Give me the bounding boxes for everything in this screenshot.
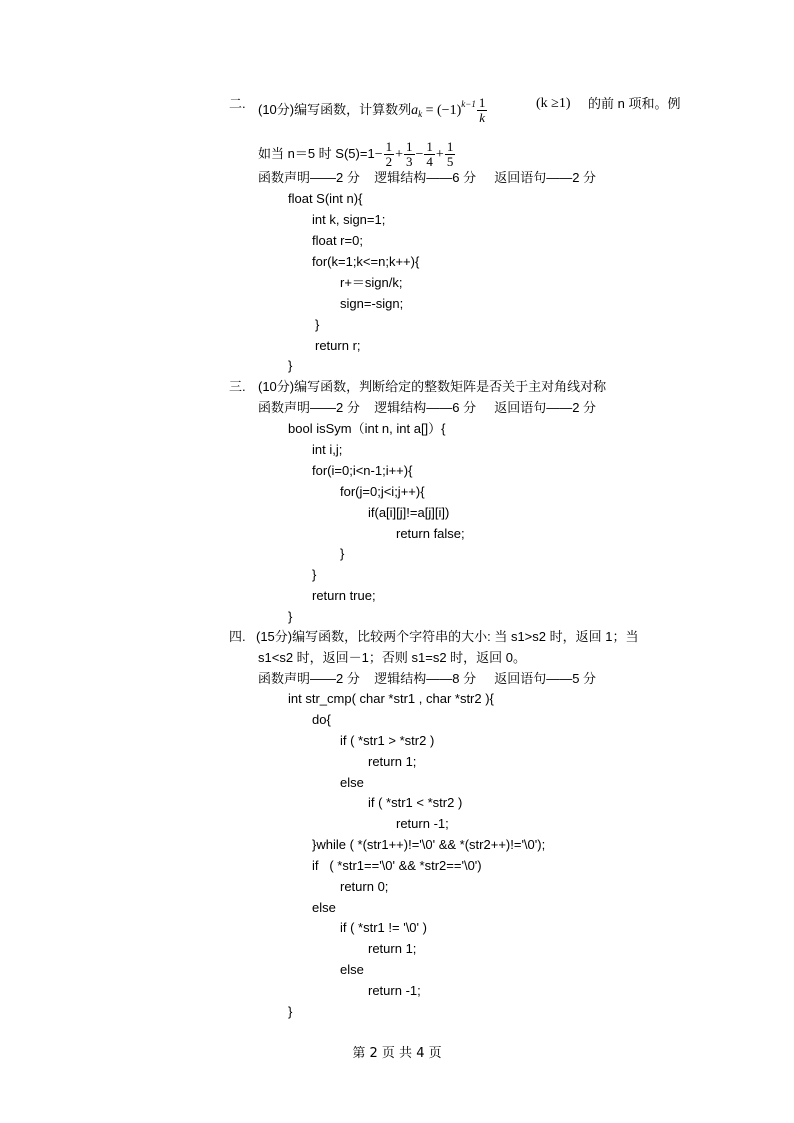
question-4-prompt-line-1: (15分)编写函数，比较两个字符串的大小: 当 s1>s2 时，返回 1；当 — [256, 629, 639, 644]
question-2-text-pre: (10分)编写函数，计算数列 — [258, 102, 412, 117]
code-line: } — [315, 317, 320, 332]
code-line: return 0; — [340, 879, 389, 894]
code-line: }while ( *(str1++)!='\0' && *(str2++)!='\0'); — [312, 837, 546, 852]
sequence-condition: (k ≥1) — [536, 96, 571, 111]
code-line: return r; — [315, 338, 361, 353]
question-2-example: 如当 n＝5 时 S(5)=1− $\frac{1}{2}$ + $\frac{1}{3}$ − $\frac{1}{4}$ + $\frac{1}{5}$ — [258, 139, 454, 169]
code-line: for(j=0;j<i;j++){ — [340, 484, 425, 499]
code-line: else — [312, 900, 336, 915]
code-line: float r=0; — [312, 233, 363, 248]
code-line: for(k=1;k<=n;k++){ — [312, 254, 420, 269]
code-line: else — [340, 775, 364, 790]
code-line: } — [340, 546, 345, 561]
question-4-number: 四. — [229, 629, 246, 644]
question-2-text-post: 的前 n 项和。例 — [588, 96, 681, 111]
code-line: return false; — [396, 526, 465, 541]
page-number: 第 2 页 共 4 页 — [352, 1046, 442, 1061]
code-line: if ( *str1=='\0' && *str2=='\0') — [312, 858, 482, 873]
code-line: return 1; — [368, 941, 417, 956]
code-line: sign=-sign; — [340, 296, 404, 311]
code-line: for(i=0;i<n-1;i++){ — [312, 463, 413, 478]
code-line: do{ — [312, 712, 331, 727]
question-2-number: 二. — [229, 96, 246, 111]
code-line: return true; — [312, 588, 376, 603]
code-line: } — [312, 567, 317, 582]
code-line: } — [288, 609, 293, 624]
question-4-prompt-line-2: s1<s2 时，返回－1；否则 s1=s2 时，返回 0。 — [258, 650, 527, 665]
question-3-number: 三. — [229, 379, 246, 394]
code-line: return -1; — [396, 816, 449, 831]
code-line: float S(int n){ — [288, 191, 363, 206]
code-line: else — [340, 962, 364, 977]
question-3-prompt: (10分)编写函数，判断给定的整数矩阵是否关于主对角线对称 — [258, 379, 607, 394]
code-line: if ( *str1 < *str2 ) — [368, 795, 463, 810]
question-2-prompt — [258, 96, 488, 125]
code-line: bool isSym（int n, int a[]）{ — [288, 421, 446, 436]
sequence-formula: $a_k = (-1)^{k-1}$ $\frac{1}{k}$ — [411, 95, 486, 126]
code-line: return -1; — [368, 983, 421, 998]
code-line: if(a[i][j]!=a[j][i]) — [368, 505, 450, 520]
code-line: r+＝sign/k; — [340, 275, 403, 290]
code-line: } — [288, 358, 293, 373]
code-line: if ( *str1 > *str2 ) — [340, 733, 435, 748]
code-line: } — [288, 1004, 293, 1019]
code-line: int k, sign=1; — [312, 212, 386, 227]
code-line: if ( *str1 != '\0' ) — [340, 920, 427, 935]
code-line: int str_cmp( char *str1 , char *str2 ){ — [288, 691, 494, 706]
question-4-scoring: 函数声明——2 分 逻辑结构——8 分 返回语句——5 分 — [258, 671, 597, 686]
code-line: return 1; — [368, 754, 417, 769]
question-3-scoring: 函数声明——2 分 逻辑结构——6 分 返回语句——2 分 — [258, 400, 597, 415]
question-2-scoring: 函数声明——2 分 逻辑结构——6 分 返回语句——2 分 — [258, 170, 597, 185]
code-line: int i,j; — [312, 442, 343, 457]
